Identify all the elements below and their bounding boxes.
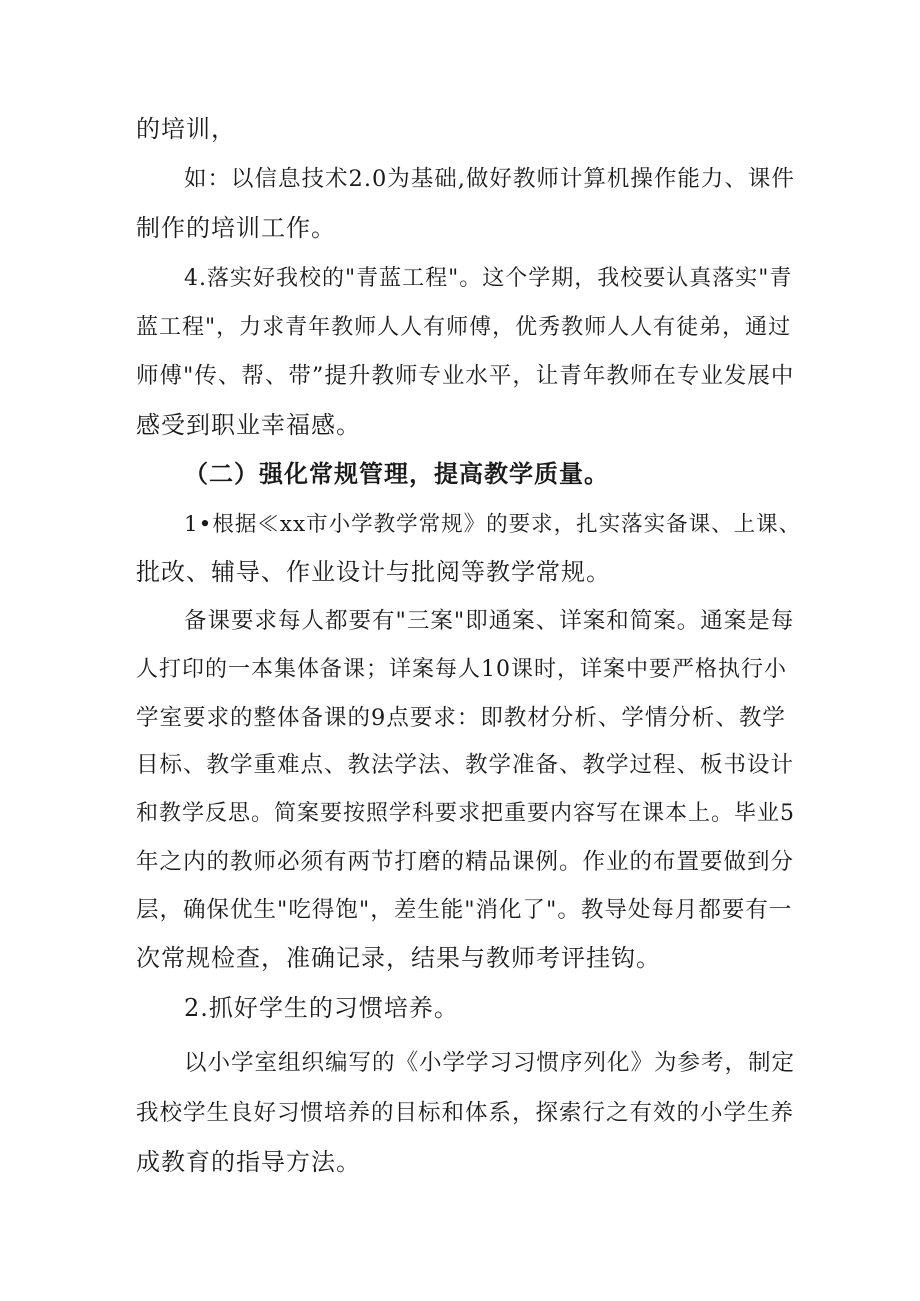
paragraph-line-2: 如：以信息技术2.0为基础,做好教师计算机操作能力、课件 (184, 166, 795, 192)
paragraph-line-3: 制作的培训工作。 (136, 214, 336, 242)
paragraph-line-11: 备课要求每人都要有"三案"即通案、详案和简案。通案是每 (184, 608, 795, 634)
paragraph-line-22: 成教育的指导方法。 (136, 1148, 361, 1176)
paragraph-line-16: 年之内的教师必须有两节打磨的精品课例。作业的布置要做到分 (136, 849, 795, 875)
paragraph-line-18: 次常规检查，准确记录，结果与教师考评挂钩。 (136, 944, 661, 972)
paragraph-line-14: 目标、教学重难点、教法学法、教学准备、教学过程、板书设计 (136, 752, 795, 778)
paragraph-line-12: 人打印的一本集体备课；详案每人10课时，详案中要严格执行小 (136, 657, 787, 682)
paragraph-line-5: 蓝工程"，力求青年教师人人有师傅，优秀教师人人有徒弟，通过 (136, 315, 792, 340)
paragraph-line-21: 我校学生良好习惯培养的目标和体系，探索行之有效的小学生养 (136, 1100, 795, 1126)
paragraph-line-1: 的培训， (136, 115, 236, 143)
paragraph-line-6: 师傅"传、帮、带”提升教师专业水平，让青年教师在专业发展中 (136, 363, 795, 389)
paragraph-line-7: 感受到职业幸福感。 (136, 411, 361, 439)
paragraph-line-4: 4.落实好我校的"青蓝工程"。这个学期，我校要认真落实"青 (184, 266, 793, 291)
paragraph-line-13: 学室要求的整体备课的9点要求：即教材分析、学情分析、教学 (136, 705, 786, 731)
paragraph-line-20: 以小学室组织编写的《小学学习习惯序列化》为参考，制定 (184, 1050, 796, 1076)
paragraph-line-15: 和教学反思。简案要按照学科要求把重要内容写在课本上。毕业5 (136, 801, 795, 826)
paragraph-line-9: 1•根据≪xx市小学教学常规》的要求，扎实落实备课、上课、 (184, 512, 802, 537)
paragraph-line-17: 层，确保优生"吃得饱"，差生能"消化了"。教导处每月都要有一 (136, 897, 793, 923)
paragraph-line-10: 批改、辅导、作业设计与批阅等教学常规。 (136, 558, 611, 586)
section-heading: （二）强化常规管理，提高教学质量。 (184, 460, 609, 488)
paragraph-line-19: 2.抓好学生的习惯培养。 (184, 994, 459, 1022)
